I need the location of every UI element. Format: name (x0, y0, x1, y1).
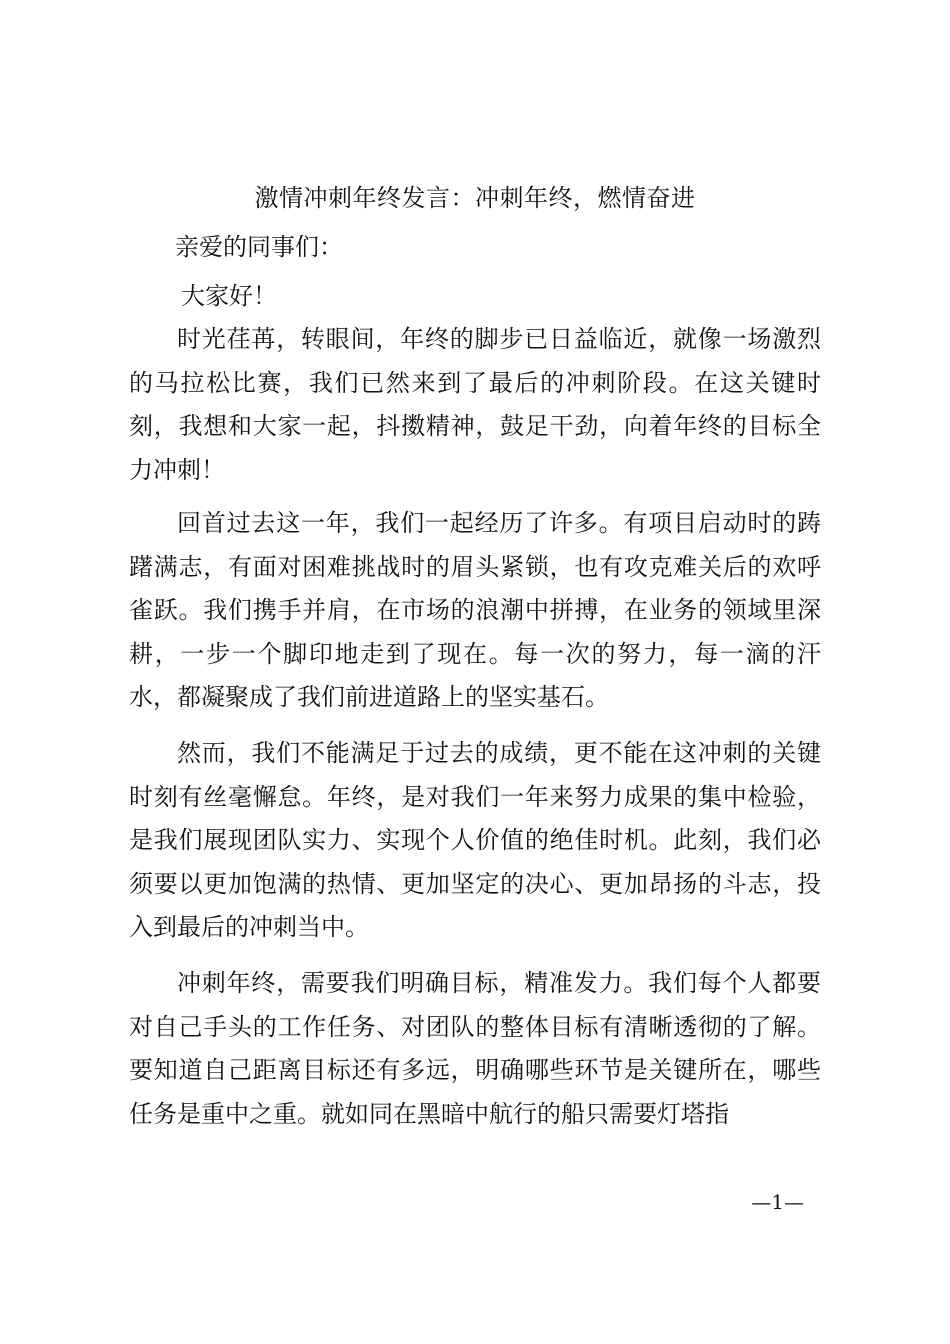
body-paragraph-1-block (129, 318, 821, 492)
page-number: —1— (751, 1190, 804, 1214)
body-paragraph: 冲刺年终，需要我们明确目标，精准发力。我们每个人都要对自己手头的工作任务、对团队的整体目标有清晰透彻的了解。要知道自己距离目标还有多远，明确哪些环节是关键所在，哪些任务是重中之重。就如同在黑暗中航行的船只需要灯塔指 (129, 969, 821, 1128)
body-paragraph-3-block (129, 732, 821, 950)
body-paragraph: 然而，我们不能满足于过去的成绩，更不能在这冲刺的关键时刻有丝毫懈怠。年终，是对我们一年来努力成果的集中检验，是我们展现团队实力、实现个人价值的绝佳时机。此刻，我们必须要以更加饱满的热情、更加坚定的决心、更加昂扬的斗志，投入到最后的冲刺当中。 (129, 739, 821, 941)
document-title: 激情冲刺年终发言：冲刺年终，燃情奋进 (254, 184, 696, 212)
body-paragraph-4-block (129, 962, 821, 1136)
greeting: 大家好！ (181, 282, 277, 310)
body-paragraph: 回首过去这一年，我们一起经历了许多。有项目启动时的踌躇满志，有面对困难挑战时的眉头紧锁，也有攻克难关后的欢呼雀跃。我们携手并肩，在市场的浪潮中拼搏，在业务的领域里深耕，一步一个脚印地走到了现在。每一次的努力，每一滴的汗水，都凝聚成了我们前进道路上的坚实基石。 (129, 509, 821, 711)
body-paragraph: 时光荏苒，转眼间，年终的脚步已日益临近，就像一场激烈的马拉松比赛，我们已然来到了最后的冲刺阶段。在这关键时刻，我想和大家一起，抖擞精神，鼓足干劲，向着年终的目标全力冲刺！ (129, 325, 821, 484)
salutation: 亲爱的同事们： (175, 233, 343, 261)
body-paragraph-2-block (129, 502, 821, 720)
